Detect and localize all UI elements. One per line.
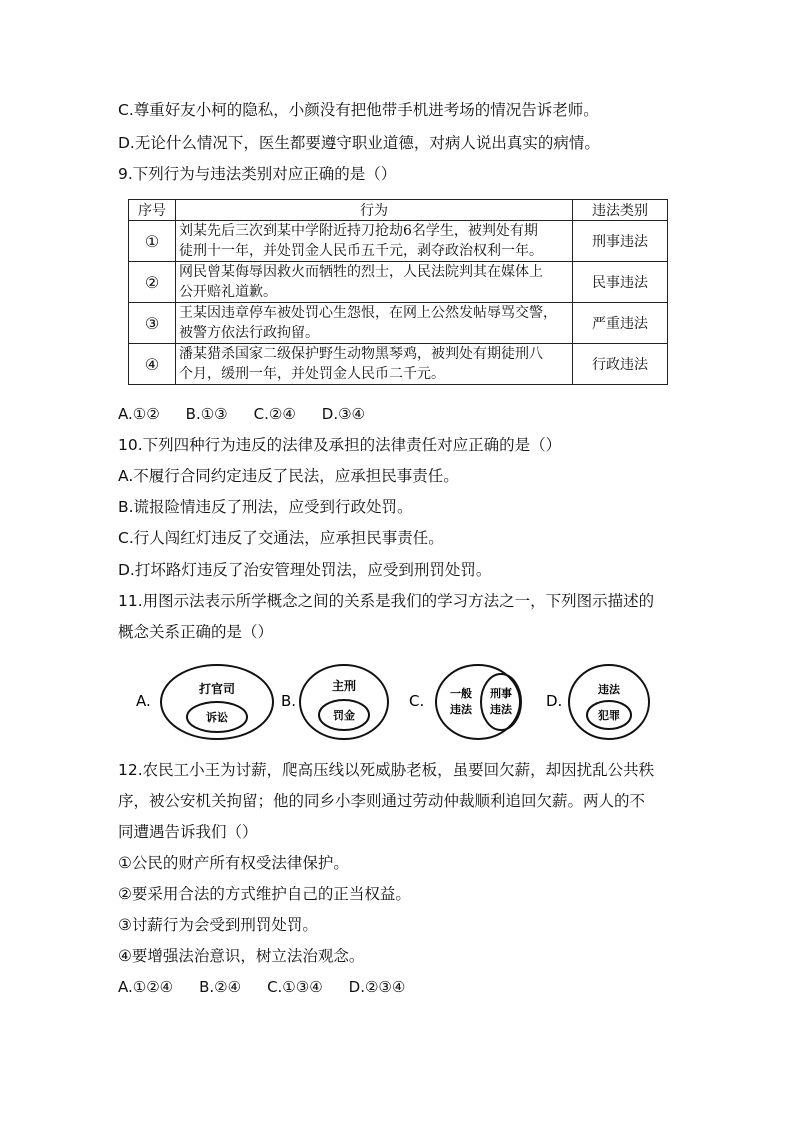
option-c-previous: C.尊重好友小柯的隐私，小颜没有把他带手机进考场的情况告诉老师。	[118, 101, 599, 119]
row-act-line: 刘某先后三次到某中学附近持刀抢劫6名学生，被判处有期	[179, 223, 538, 239]
option-d[interactable]: D.②③④	[348, 978, 406, 996]
question-9-stem: 9.下列行为与违法类别对应正确的是（）	[118, 165, 397, 183]
table-header-row	[129, 200, 668, 221]
violation-table	[128, 199, 668, 385]
option-c[interactable]: C.②④	[253, 405, 296, 423]
question-11-stem: 11.用图示法表示所学概念之间的关系是我们的学习方法之一，下列图示描述的	[118, 592, 655, 610]
option-b[interactable]: B.②④	[199, 978, 242, 996]
row-cat: 严重违法	[573, 303, 668, 344]
diagram-d-inner-text: 犯罪	[598, 709, 620, 722]
diagram-d-outer-text: 违法	[598, 683, 620, 696]
question-10-option-b[interactable]: B.谎报险情违反了刑法，应受到行政处罚。	[118, 498, 413, 516]
diagram-b-label: B.	[281, 692, 297, 710]
row-seq: ④	[129, 344, 176, 385]
row-act	[176, 221, 573, 262]
option-a[interactable]: A.①②④	[118, 978, 174, 996]
question-12-stem: 12.农民工小王为讨薪，爬高压线以死威胁老板，虽要回欠薪，却因扰乱公共秩	[118, 761, 655, 779]
diagram-c-outer-text-2: 违法	[450, 703, 472, 716]
diagram-a-label: A.	[136, 692, 151, 710]
diagram-d-label: D.	[546, 692, 563, 710]
option-d-previous: D.无论什么情况下，医生都要遵守职业道德，对病人说出真实的病情。	[118, 134, 600, 152]
row-act-line: 潘某猎杀国家二级保护野生动物黑琴鸡，被判处有期徒刑八	[179, 346, 543, 362]
question-12-stem-cont: 同遭遇告诉我们（）	[118, 823, 258, 841]
question-10-option-c[interactable]: C.行人闯红灯违反了交通法，应承担民事责任。	[118, 529, 444, 547]
row-act-line: 网民曾某侮辱因救火而牺牲的烈士，人民法院判其在媒体上	[179, 264, 543, 280]
diagram-a-outer-text: 打官司	[198, 682, 236, 696]
statement-4: ④要增强法治意识，树立法治观念。	[118, 947, 365, 965]
row-cat: 刑事违法	[573, 221, 668, 262]
question-11-stem-cont: 概念关系正确的是（）	[118, 623, 274, 641]
table-row	[129, 303, 668, 344]
table-row	[129, 344, 668, 385]
table-row	[129, 262, 668, 303]
row-act-line: 公开赔礼道歉。	[179, 284, 277, 300]
row-act-line: 被警方依法行政拘留。	[179, 325, 319, 341]
header-cat: 违法类别	[573, 200, 668, 221]
table-row	[129, 221, 668, 262]
question-10-stem: 10.下列四种行为违反的法律及承担的法律责任对应正确的是（）	[118, 436, 562, 454]
row-seq: ①	[129, 221, 176, 262]
statement-2: ②要采用合法的方式维护自己的正当权益。	[118, 885, 411, 903]
question-9-options	[118, 404, 391, 424]
question-12-stem-cont: 序，被公安机关拘留；他的同乡小李则通过劳动仲裁顺利追回欠薪。两人的不	[118, 792, 646, 810]
option-b[interactable]: B.①③	[185, 405, 228, 423]
header-seq: 序号	[129, 200, 176, 221]
statement-3: ③讨薪行为会受到刑罚处罚。	[118, 916, 318, 934]
row-act-line: 王某因违章停车被处罚心生怨恨，在网上公然发帖辱骂交警，	[179, 305, 557, 321]
concept-diagrams	[130, 660, 670, 745]
diagram-a-inner-text: 诉讼	[206, 711, 228, 724]
row-act	[176, 344, 573, 385]
statement-1: ①公民的财产所有权受法律保护。	[118, 854, 349, 872]
row-act-line: 个月，缓刑一年，并处罚金人民币二千元。	[179, 366, 445, 382]
diagram-c-outer-text-1: 一般	[450, 687, 472, 700]
option-a[interactable]: A.①②	[118, 405, 160, 423]
row-cat: 行政违法	[573, 344, 668, 385]
diagram-c-inner-text-2: 违法	[490, 703, 512, 716]
option-c[interactable]: C.①③④	[267, 978, 323, 996]
diagram-b-outer-text: 主刑	[331, 679, 357, 693]
row-cat: 民事违法	[573, 262, 668, 303]
diagram-c-label: C.	[409, 692, 425, 710]
question-12-options	[118, 977, 431, 997]
diagram-b-outer	[300, 665, 388, 739]
header-act: 行为	[176, 200, 573, 221]
option-d[interactable]: D.③④	[321, 405, 365, 423]
row-act	[176, 303, 573, 344]
row-act-line: 徒刑十一年，并处罚金人民币五千元，剥夺政治权利一年。	[179, 243, 543, 259]
question-10-option-a[interactable]: A.不履行合同约定违反了民法，应承担民事责任。	[118, 467, 459, 485]
row-seq: ②	[129, 262, 176, 303]
diagram-b-inner-text: 罚金	[333, 709, 355, 722]
diagram-c-inner	[481, 674, 521, 730]
row-seq: ③	[129, 303, 176, 344]
diagram-c-inner-text-1: 刑事	[490, 687, 512, 700]
row-act	[176, 262, 573, 303]
question-10-option-d[interactable]: D.打坏路灯违反了治安管理处罚法，应受到刑罚处罚。	[118, 561, 492, 579]
